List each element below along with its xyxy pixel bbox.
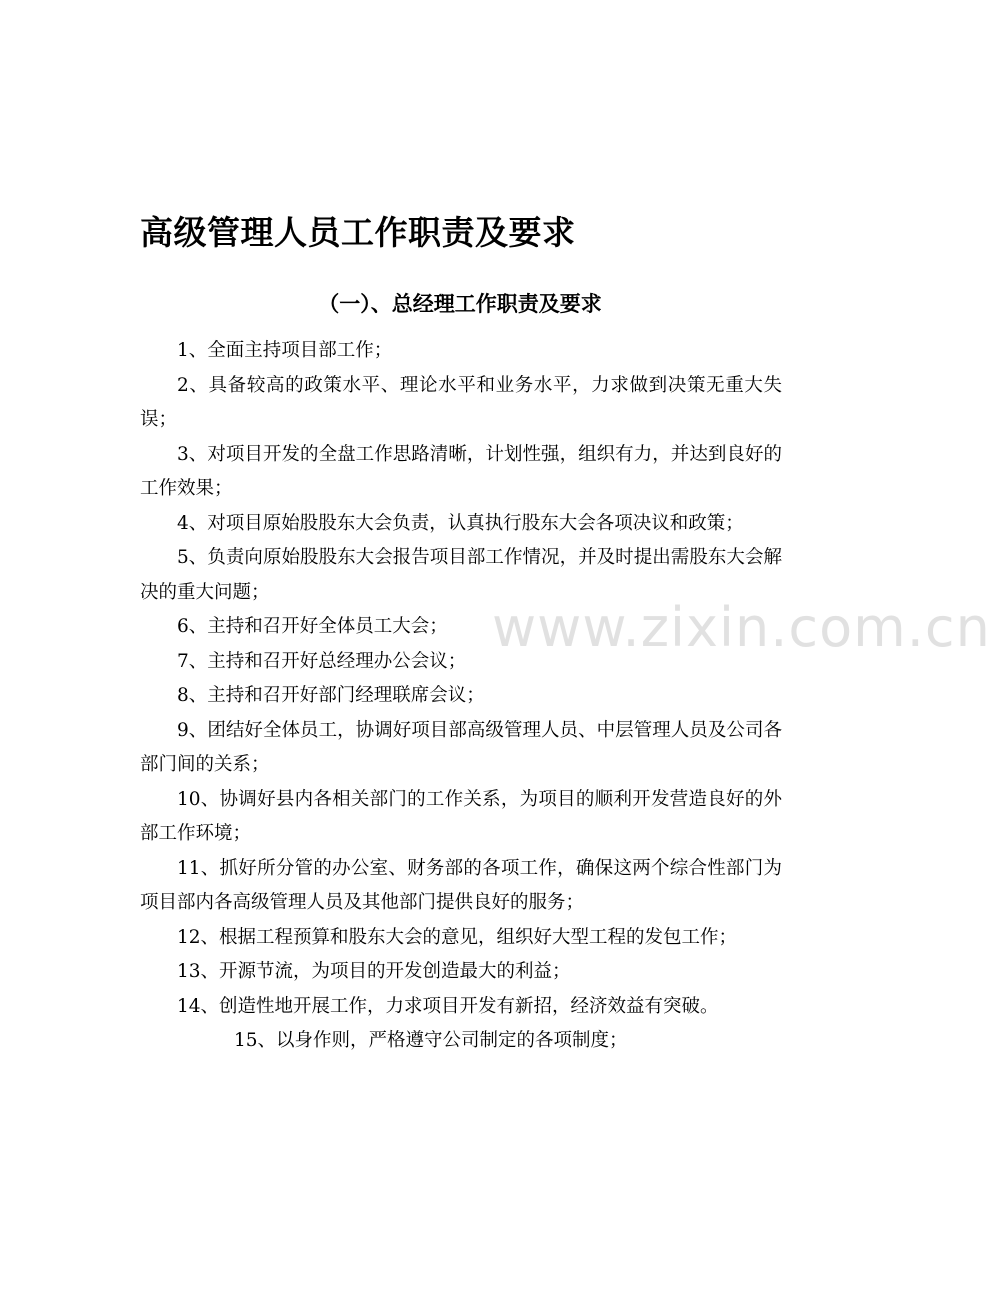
list-item: 7、主持和召开好总经理办公会议； bbox=[177, 650, 467, 672]
document-title: 高级管理人员工作职责及要求 bbox=[140, 213, 576, 252]
list-item: 12、根据工程预算和股东大会的意见，组织好大型工程的发包工作； bbox=[177, 926, 738, 948]
section-title: （一）、总经理工作职责及要求 bbox=[318, 292, 602, 316]
watermark: www.zixin.com.cn bbox=[492, 596, 991, 659]
list-item: 11、抓好所分管的办公室、财务部的各项工作，确保这两个综合性部门为项目部内各高级管理人员及其他部门提供良好的服务； bbox=[140, 857, 782, 913]
list-item: 14、创造性地开展工作，力求项目开发有新招，经济效益有突破。 bbox=[177, 995, 719, 1017]
list-item: 5、负责向原始股股东大会报告项目部工作情况，并及时提出需股东大会解决的重大问题； bbox=[140, 547, 782, 603]
list-item: 1、全面主持项目部工作； bbox=[177, 340, 393, 361]
list-item: 6、主持和召开好全体员工大会； bbox=[177, 616, 448, 637]
list-item: 10、协调好县内各相关部门的工作关系，为项目的顺利开发营造良好的外部工作环境； bbox=[140, 788, 782, 844]
list-item: 2、具备较高的政策水平、理论水平和业务水平，力求做到决策无重大失误； bbox=[140, 374, 782, 430]
list-item: 3、对项目开发的全盘工作思路清晰，计划性强，组织有力，并达到良好的工作效果； bbox=[140, 443, 782, 499]
list-item: 15、以身作则，严格遵守公司制定的各项制度； bbox=[234, 1030, 628, 1051]
list-item: 4、对项目原始股股东大会负责，认真执行股东大会各项决议和政策； bbox=[177, 512, 744, 534]
duty-list bbox=[140, 334, 782, 1059]
list-item: 8、主持和召开好部门经理联席会议； bbox=[177, 685, 485, 706]
list-item: 13、开源节流，为项目的开发创造最大的利益； bbox=[177, 961, 571, 982]
list-item: 9、团结好全体员工，协调好项目部高级管理人员、中层管理人员及公司各部门间的关系； bbox=[140, 719, 782, 775]
